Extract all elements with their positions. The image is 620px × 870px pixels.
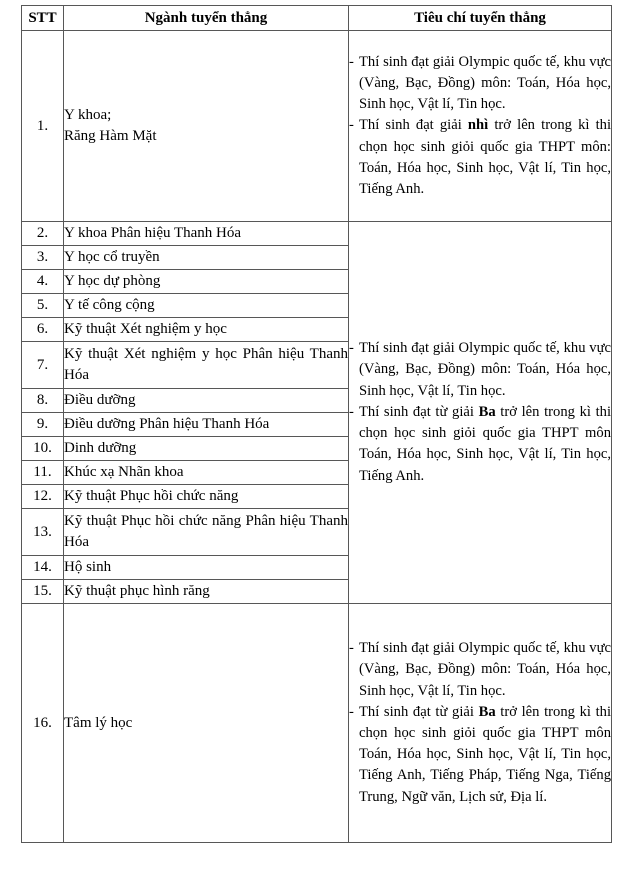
criteria-list	[349, 638, 611, 808]
criteria-text: trở lên trong kì thi chọn học sinh giỏi quốc gia THPT môn: Toán, Hóa học, Sinh học, Vật lí, Tin học, Tiếng Anh.	[359, 117, 612, 197]
cell-stt: 15.	[22, 580, 64, 604]
cell-major: Kỹ thuật Xét nghiệm y học	[64, 318, 349, 342]
cell-major: Y học cổ truyền	[64, 246, 349, 270]
criteria-text: Thí sinh đạt từ giải	[359, 403, 479, 420]
table-body	[22, 31, 612, 843]
cell-stt: 14.	[22, 556, 64, 580]
criteria-text: trở lên trong kì thi chọn học sinh giỏi quốc gia THPT môn Toán, Hóa học, Sinh học, Vật lí, Tin học, Tiếng Anh.	[359, 403, 611, 484]
table-row	[22, 31, 612, 222]
criteria-text: Thí sinh đạt giải Olympic quốc tế, khu vực (Vàng, Bạc, Đồng) môn: Toán, Hóa học, Sinh học, Vật lí, Tin học.	[359, 340, 611, 399]
cell-stt: 6.	[22, 318, 64, 342]
cell-criteria-group-1	[349, 31, 612, 222]
criteria-text: Thí sinh đạt giải Olympic quốc tế, khu vực (Vàng, Bạc, Đồng) môn: Toán, Hóa học, Sinh học, Vật lí, Tin học.	[359, 53, 611, 113]
cell-criteria-group-3	[349, 604, 612, 843]
cell-stt: 8.	[22, 389, 64, 413]
criteria-text: Thí sinh đạt từ giải	[359, 703, 479, 720]
table-row	[22, 604, 612, 843]
criteria-emphasis: Ba	[478, 703, 496, 720]
criteria-list	[349, 338, 611, 486]
cell-major: Kỹ thuật Phục hồi chức năng	[64, 485, 349, 509]
criteria-text: trở lên trong kì thi chọn học sinh giỏi quốc gia THPT môn Toán, Hóa học, Sinh học, Vật lí, Tin học, Tiếng Anh, Tiếng Pháp, Tiếng Nga, Tiếng Trung, Ngữ văn, Lịch sử, Địa lí.	[359, 703, 611, 805]
cell-criteria-group-2	[349, 222, 612, 604]
criteria-bullet	[349, 338, 611, 402]
cell-stt: 13.	[22, 509, 64, 556]
cell-stt: 11.	[22, 461, 64, 485]
cell-major: Kỹ thuật Xét nghiệm y học Phân hiệu Thanh Hóa	[64, 342, 349, 389]
cell-stt: 12.	[22, 485, 64, 509]
cell-major: Khúc xạ Nhãn khoa	[64, 461, 349, 485]
cell-major: Kỹ thuật phục hình răng	[64, 580, 349, 604]
criteria-emphasis: nhì	[467, 117, 489, 134]
cell-stt: 3.	[22, 246, 64, 270]
criteria-text: Thí sinh đạt giải	[359, 117, 468, 134]
cell-major: Tâm lý học	[64, 604, 349, 843]
criteria-bullet	[349, 402, 611, 487]
major-line: Y khoa;	[64, 107, 112, 123]
cell-stt: 5.	[22, 294, 64, 318]
criteria-bullet	[349, 115, 611, 200]
criteria-text: Thí sinh đạt giải Olympic quốc tế, khu vực (Vàng, Bạc, Đồng) môn: Toán, Hóa học, Sinh học, Vật lí, Tin học.	[359, 640, 611, 699]
criteria-bullet	[349, 638, 611, 702]
major-line: Răng Hàm Mặt	[64, 128, 157, 144]
criteria-bullet	[349, 52, 611, 116]
criteria-emphasis: Ba	[478, 403, 496, 420]
cell-stt: 2.	[22, 222, 64, 246]
direct-admission-table	[21, 5, 612, 843]
column-header-stt: STT	[22, 6, 64, 31]
column-header-criteria: Tiêu chí tuyển thẳng	[349, 6, 612, 31]
criteria-list	[349, 52, 611, 200]
admission-table-container	[21, 5, 611, 843]
cell-stt: 16.	[22, 604, 64, 843]
cell-major: Kỹ thuật Phục hồi chức năng Phân hiệu Thanh Hóa	[64, 509, 349, 556]
table-header-row	[22, 6, 612, 31]
cell-major: Y học dự phòng	[64, 270, 349, 294]
column-header-major: Ngành tuyển thẳng	[64, 6, 349, 31]
cell-major: Y tế công cộng	[64, 294, 349, 318]
cell-major: Y khoa Phân hiệu Thanh Hóa	[64, 222, 349, 246]
cell-major: Hộ sinh	[64, 556, 349, 580]
criteria-bullet	[349, 702, 611, 808]
cell-stt: 1.	[22, 31, 64, 222]
clipped-top-text-line	[24, 0, 584, 2]
cell-major: Điều dưỡng	[64, 389, 349, 413]
cell-stt: 7.	[22, 342, 64, 389]
cell-major: Dinh dưỡng	[64, 437, 349, 461]
cell-stt: 4.	[22, 270, 64, 294]
cell-major	[64, 31, 349, 222]
cell-major: Điều dưỡng Phân hiệu Thanh Hóa	[64, 413, 349, 437]
cell-stt: 10.	[22, 437, 64, 461]
table-row	[22, 222, 612, 246]
cell-stt: 9.	[22, 413, 64, 437]
